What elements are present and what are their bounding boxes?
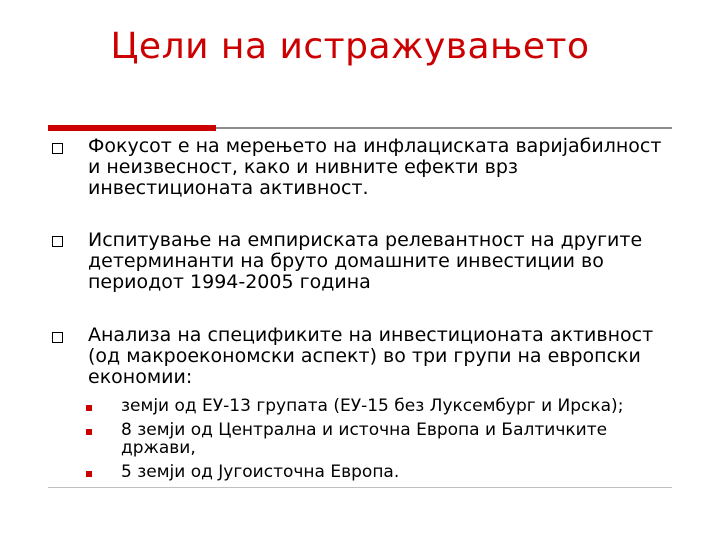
bottom-rule <box>48 487 672 488</box>
hollow-square-icon <box>52 143 63 154</box>
filled-square-icon <box>86 471 92 477</box>
filled-square-icon <box>86 405 92 411</box>
slide-title: Цели на истражувањето <box>110 26 590 67</box>
filled-square-icon <box>86 429 92 435</box>
sub-bullet-item: 5 земји од Југоисточна Европа. <box>121 462 400 482</box>
title-underline-accent <box>48 125 216 131</box>
bullet-item: Фокусот е на мерењето на инфлациската варијабилност и неизвесност, како и нивните ефекти врз инвестиционата активност. <box>88 135 662 199</box>
sub-bullet-item: земји од ЕУ-13 групата (ЕУ-15 без Луксембург и Ирска); <box>121 396 624 416</box>
hollow-square-icon <box>52 236 63 247</box>
bullet-item: Анализа на спецификите на инвестиционата активност (од макроекономски аспект) во три групи на европски економии: <box>88 324 654 388</box>
bullet-item: Испитување на емпириската релевантност на другите детерминанти на бруто домашните инвестиции во периодот 1994-2005 година <box>88 229 643 293</box>
title-underline-rule <box>216 127 672 129</box>
sub-bullet-item: 8 земји од Централна и источна Европа и Балтичките држави, <box>121 420 608 458</box>
hollow-square-icon <box>52 332 63 343</box>
